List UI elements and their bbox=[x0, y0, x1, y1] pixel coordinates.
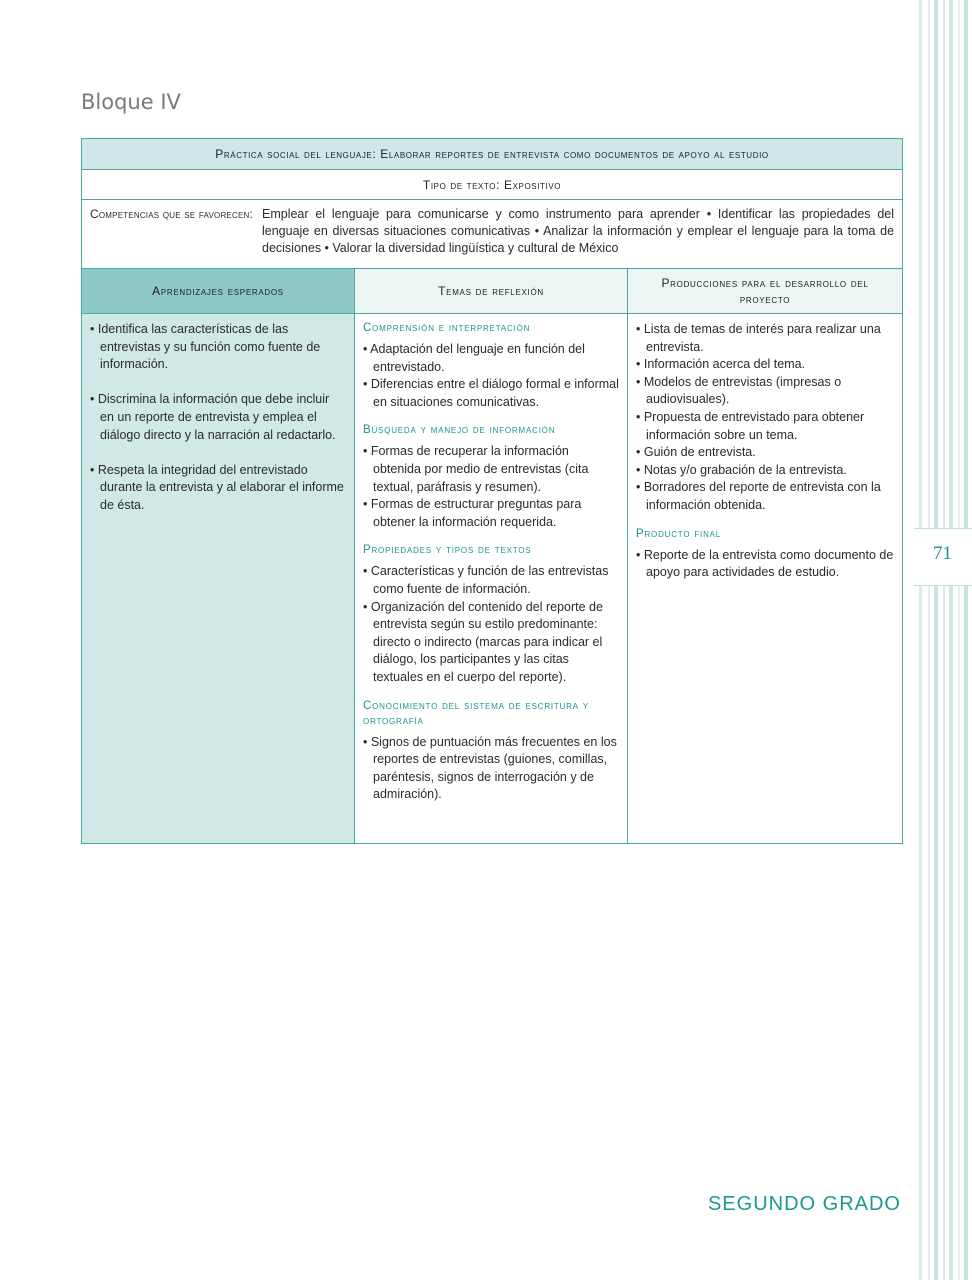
text-type-row: Tipo de texto: Expositivo bbox=[82, 170, 903, 200]
competencies-label: Competencias que se favorecen: bbox=[90, 207, 253, 221]
competencies-row bbox=[82, 200, 903, 269]
temas-column bbox=[355, 314, 628, 844]
list-item: • Propuesta de entrevistado para obtener información sobre un tema. bbox=[636, 409, 865, 442]
competencies-text: Emplear el lenguaje para comunicarse y como instrumento para aprender • Identificar las propiedades del lenguaje en diversas situaciones comunicativas • Analizar la información y emplear el lenguaje para la toma de decisiones • Valorar la diversidad lingüística y cultural de México bbox=[262, 207, 895, 255]
column-header-aprendizajes: Aprendizajes esperados bbox=[82, 269, 355, 314]
list-item: • Formas de estructurar preguntas para obtener la información requerida. bbox=[363, 497, 582, 529]
list-item: • Notas y/o grabación de la entrevista. bbox=[636, 462, 847, 477]
section-title: Producto final bbox=[636, 527, 722, 540]
list-item: • Formas de recuperar la información obtenida por medio de entrevistas (cita textual, paráfrasis y resumen). bbox=[363, 444, 589, 494]
list-item: • Guión de entrevista. bbox=[636, 445, 756, 460]
column-header-producciones bbox=[628, 269, 903, 314]
block-heading: Bloque IV bbox=[81, 90, 181, 114]
list-item: • Reporte de la entrevista como documento de apoyo para actividades de estudio. bbox=[636, 547, 894, 580]
aprendizajes-column bbox=[82, 314, 355, 844]
footer-grade: SEGUNDO GRADO bbox=[707, 1193, 901, 1215]
list-item: • Discrimina la información que debe incluir en un reporte de entrevista y emplea el diálogo directo y la narración al redactarlo. bbox=[90, 392, 336, 442]
list-item: • Características y función de las entrevistas como fuente de información. bbox=[363, 564, 609, 596]
curriculum-table bbox=[81, 138, 903, 844]
list-item: • Diferencias entre el diálogo formal e informal en situaciones comunicativas. bbox=[363, 377, 619, 409]
section-title: Propiedades y tipos de textos bbox=[363, 544, 532, 557]
list-item: • Información acerca del tema. bbox=[636, 357, 806, 372]
list-item: • Signos de puntuación más frecuentes en los reportes de entrevistas (guiones, comillas, paréntesis, signos de interrogación y de admiración). bbox=[363, 734, 617, 802]
list-item: • Lista de temas de interés para realizar una entrevista. bbox=[636, 322, 881, 354]
section-title: Comprensión e interpretación bbox=[363, 322, 531, 334]
list-item: • Borradores del reporte de entrevista con la información obtenida. bbox=[636, 480, 881, 512]
list-item: • Identifica las características de las entrevistas y su función como fuente de información. bbox=[90, 322, 321, 372]
column-header-temas: Temas de reflexión bbox=[355, 269, 628, 314]
list-item: • Adaptación del lenguaje en función del entrevistado. bbox=[363, 342, 585, 374]
decorative-stripes bbox=[916, 0, 972, 1280]
producciones-column bbox=[628, 314, 903, 844]
section-title: Conocimiento del sistema de escritura y ortografía bbox=[363, 699, 590, 727]
list-item: • Modelos de entrevistas (impresas o audiovisuales). bbox=[636, 374, 842, 407]
list-item: • Organización del contenido del reporte de entrevista según su estilo predominante: directo o indirecto (marcas para indicar el diálogo, los participantes y las citas textuales en el cuerpo del reporte). bbox=[363, 599, 603, 684]
social-practice-header: Práctica social del lenguaje: Elaborar reportes de entrevista como documentos de apoyo al estudio bbox=[82, 139, 903, 170]
list-item: • Respeta la integridad del entrevistado durante la entrevista y al elaborar el informe de ésta. bbox=[90, 462, 344, 512]
section-title: Búsqueda y manejo de información bbox=[363, 424, 556, 437]
page-number: 71 bbox=[933, 543, 952, 564]
column-header-producciones-label: Producciones para el desarrollo del proyecto bbox=[661, 276, 869, 306]
